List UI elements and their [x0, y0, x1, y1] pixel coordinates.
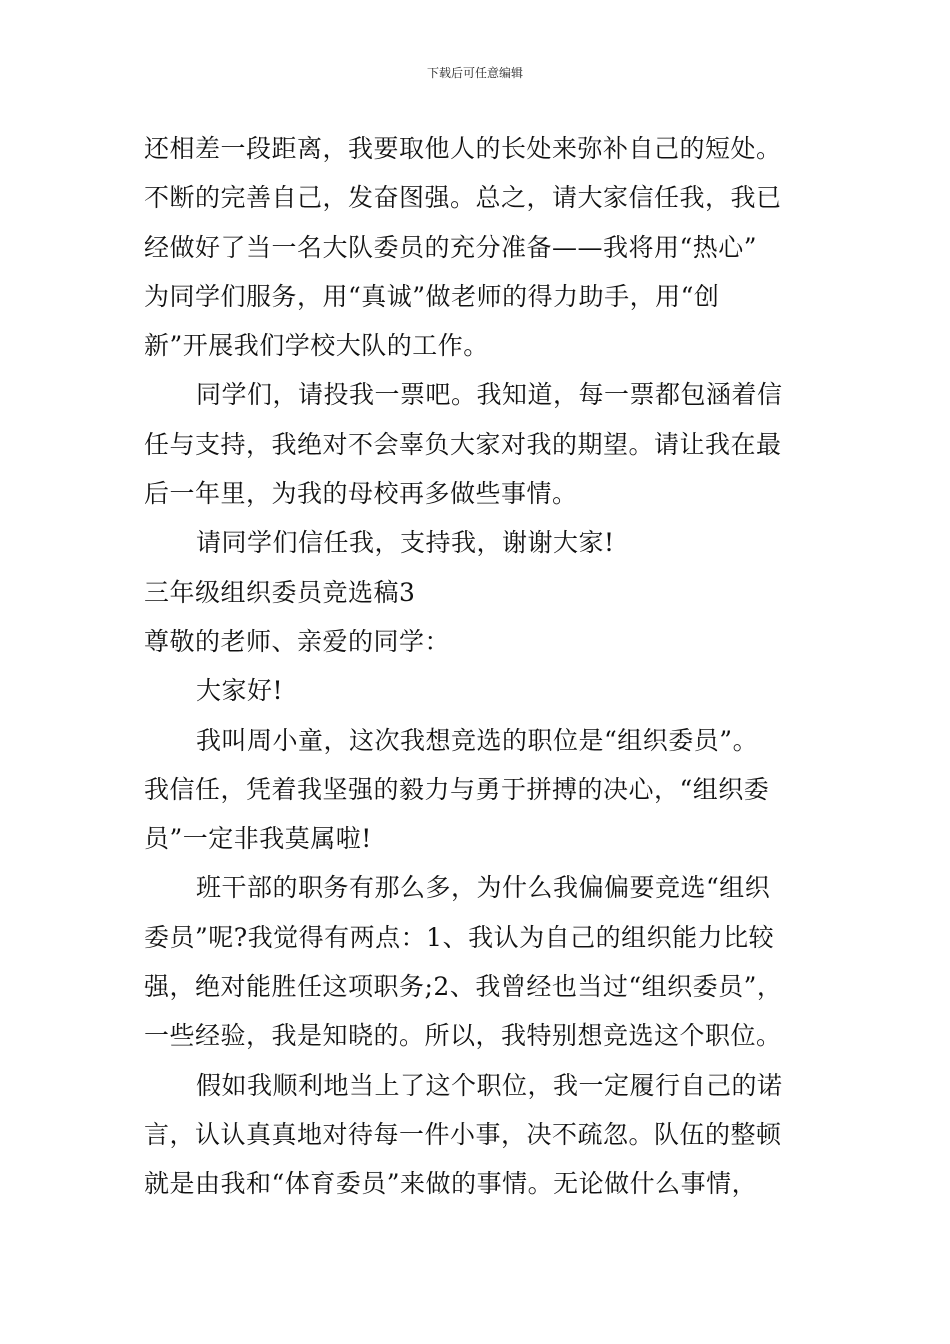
text-line: 委员”呢?我觉得有两点：1、我认为自己的组织能力比较 — [144, 922, 775, 952]
text-line: 新”开展我们学校大队的工作。 — [144, 331, 489, 361]
text-line: 为同学们服务，用“真诚”做老师的得力助手，用“创 — [144, 281, 720, 311]
text-line: 员”一定非我莫属啦! — [144, 824, 372, 854]
page-header: 下载后可任意编辑 — [426, 66, 523, 80]
text-line: 任与支持，我绝对不会辜负大家对我的期望。请让我在最 — [144, 429, 782, 459]
text-line: 还相差一段距离，我要取他人的长处来弥补自己的短处。 — [144, 134, 782, 163]
text-line: 就是由我和“体育委员”来做的事情。无论做什么事情， — [144, 1169, 758, 1199]
document-body — [144, 124, 834, 1209]
text-line: 强，绝对能胜任这项职务;2、我曾经也当过“组织委员”， — [144, 972, 783, 1002]
text-line: 经做好了当一名大队委员的充分准备——我将用“热心” — [144, 232, 758, 262]
text-line: 同学们，请投我一票吧。我知道，每一票都包涵着信 — [196, 380, 783, 410]
text-line: 尊敬的老师、亲爱的同学： — [144, 626, 451, 656]
text-line: 一些经验，我是知晓的。所以，我特别想竞选这个职位。 — [144, 1021, 782, 1051]
text-line: 大家好! — [196, 676, 284, 706]
text-line: 后一年里，为我的母校再多做些事情。 — [144, 479, 578, 509]
text-line: 请同学们信任我，支持我，谢谢大家! — [196, 528, 615, 558]
text-line: 三年级组织委员竞选稿3 — [144, 577, 416, 607]
text-line: 言，认认真真地对待每一件小事，决不疏忽。队伍的整顿 — [144, 1119, 782, 1149]
text-line: 不断的完善自己，发奋图强。总之，请大家信任我，我已 — [144, 183, 782, 213]
text-line: 我叫周小童，这次我想竞选的职位是“组织委员”。 — [196, 725, 759, 755]
text-line: 班干部的职务有那么多，为什么我偏偏要竞选“组织 — [196, 873, 771, 903]
text-line: 假如我顺利地当上了这个职位，我一定履行自己的诺 — [196, 1070, 783, 1100]
text-line: 我信任，凭着我坚强的毅力与勇于拼搏的决心，“组织委 — [144, 774, 770, 804]
